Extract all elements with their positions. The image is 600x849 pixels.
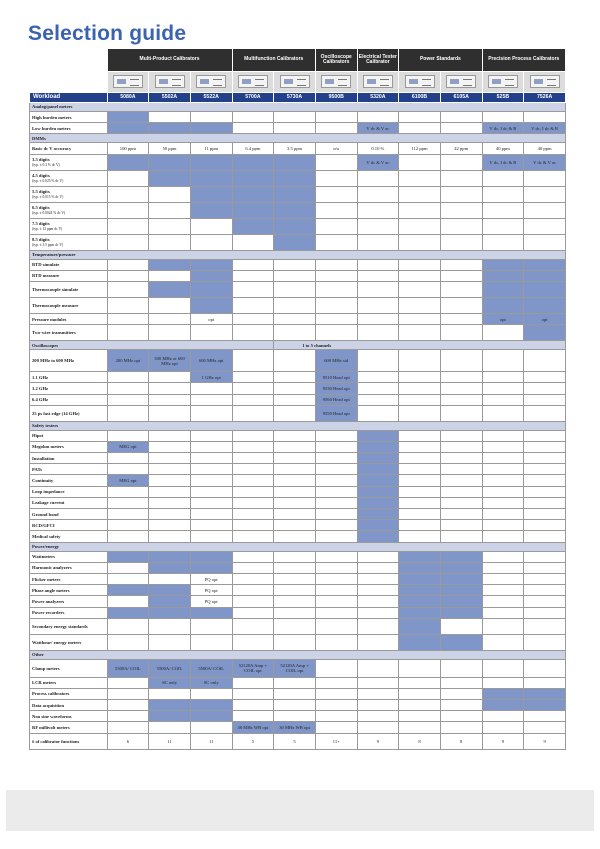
table-row — [30, 509, 566, 520]
table-cell: SC only — [190, 677, 232, 688]
table-cell: 8 — [399, 733, 441, 749]
section-row — [30, 341, 566, 350]
row-label: Basic dc V accuracy — [30, 143, 108, 154]
selection-guide-table — [29, 48, 566, 750]
row-label: RCD/GFCI — [30, 520, 108, 531]
table-cell: PQ opt — [190, 573, 232, 584]
table-cell: 9530 Head opt — [315, 383, 357, 394]
table-row — [30, 733, 566, 749]
table-cell: 9 — [524, 733, 566, 749]
row-label: Low burden meters — [30, 123, 108, 134]
selection-table-container — [29, 48, 566, 750]
table-row — [30, 154, 566, 170]
group-multifunction: Multifunction Calibrators — [232, 49, 315, 72]
table-cell: 5 — [232, 733, 274, 749]
section-safety: Safety testers — [30, 421, 566, 430]
table-row — [30, 618, 566, 634]
table-cell: 9550 Head opt — [315, 405, 357, 421]
table-cell: 5500A/ COIL — [107, 659, 149, 677]
group-electrical-tester: Electrical Tester Calibrator — [357, 49, 399, 72]
table-row — [30, 281, 566, 297]
table-row — [30, 497, 566, 508]
table-cell: 300 MHz or 600 MHz opt — [149, 350, 191, 372]
table-row — [30, 372, 566, 383]
table-row — [30, 677, 566, 688]
group-header-row — [30, 49, 566, 72]
table-cell: V dc, I dc & R — [482, 123, 524, 134]
table-cell: 100 ppm — [107, 143, 149, 154]
table-cell: 5500A/ COIL — [149, 659, 191, 677]
section-temp: Temperature/pressure — [30, 250, 566, 259]
table-row — [30, 475, 566, 486]
table-cell: 0.10 % — [357, 143, 399, 154]
table-row — [30, 464, 566, 475]
section-scopes: Oscilloscopes — [30, 341, 274, 350]
table-cell: 600 MHz opt — [190, 350, 232, 372]
table-cell: 11 — [190, 733, 232, 749]
table-cell: 5 — [274, 733, 316, 749]
table-cell: 11 — [149, 733, 191, 749]
table-row — [30, 405, 566, 421]
group-multi-product: Multi-Product Calibrators — [107, 49, 232, 72]
table-row — [30, 313, 566, 324]
table-row — [30, 297, 566, 313]
model-5080A: 5080A — [107, 93, 149, 103]
table-cell: 11 ppm — [190, 143, 232, 154]
table-row — [30, 573, 566, 584]
row-label: Secondary energy standards — [30, 618, 108, 634]
table-cell: 30 MHz WB opt — [232, 722, 274, 733]
row-label: PATs — [30, 464, 108, 475]
table-cell: 9 — [357, 733, 399, 749]
table-cell: 6 — [107, 733, 149, 749]
table-row — [30, 112, 566, 123]
row-label: Two-wire transmitters — [30, 325, 108, 341]
table-row — [30, 659, 566, 677]
row-label: 5.5 digits (typ. ± 0.015 % dc V) — [30, 186, 108, 202]
model-5522A: 5522A — [190, 93, 232, 103]
row-label: Medical safety — [30, 531, 108, 542]
row-label: LCR meters — [30, 677, 108, 688]
table-cell: 3.5 ppm — [274, 143, 316, 154]
model-6105A: 6105A — [440, 93, 482, 103]
table-row — [30, 585, 566, 596]
table-row — [30, 325, 566, 341]
table-row — [30, 394, 566, 405]
row-label: Pressure modules — [30, 313, 108, 324]
section-power: Power/energy — [30, 542, 566, 551]
section-dmms: DMMs — [30, 134, 566, 143]
table-row — [30, 270, 566, 281]
table-cell: V dc, I dc & R — [524, 123, 566, 134]
calibrator-image — [405, 75, 435, 88]
table-row — [30, 688, 566, 699]
table-cell: 9560 Head opt — [315, 394, 357, 405]
row-label: Loop impedance — [30, 486, 108, 497]
section-analog: Analog/panel meters — [30, 103, 566, 112]
model-5502A: 5502A — [149, 93, 191, 103]
calibrator-image — [113, 75, 143, 88]
table-row — [30, 453, 566, 464]
table-cell: SC only — [149, 677, 191, 688]
calibrator-image — [488, 75, 518, 88]
table-row — [30, 551, 566, 562]
model-7526A: 7526A — [524, 93, 566, 103]
calibrator-image — [238, 75, 268, 88]
row-label: 3.2 GHz — [30, 383, 108, 394]
model-5320A: 5320A — [357, 93, 399, 103]
table-row — [30, 218, 566, 234]
table-cell: n/a — [315, 143, 357, 154]
table-row — [30, 186, 566, 202]
group-oscilloscope: Oscilloscope Calibrators — [315, 49, 357, 72]
table-row — [30, 441, 566, 452]
row-label: Clamp meters — [30, 659, 108, 677]
row-label: Watthour/ energy meters — [30, 634, 108, 650]
table-cell: 6.4 ppm — [232, 143, 274, 154]
row-label: Megohm meters — [30, 441, 108, 452]
table-cell: opt — [524, 313, 566, 324]
row-label: Harmonic analyzers — [30, 562, 108, 573]
row-label: RTD simulate — [30, 259, 108, 270]
table-cell: MEG opt — [107, 441, 149, 452]
row-label: Data acquisition — [30, 700, 108, 711]
table-cell: 5500A/ COIL — [190, 659, 232, 677]
row-label: Phase angle meters — [30, 585, 108, 596]
row-label: Process calibrators — [30, 688, 108, 699]
calibrator-image — [446, 75, 476, 88]
section-row — [30, 650, 566, 659]
section-other: Other — [30, 650, 566, 659]
table-cell: opt — [482, 313, 524, 324]
model-5730A: 5730A — [274, 93, 316, 103]
table-row — [30, 430, 566, 441]
calibrator-image — [196, 75, 226, 88]
calibrator-image — [280, 75, 310, 88]
table-row — [30, 607, 566, 618]
section-row — [30, 421, 566, 430]
table-cell: V dc & V ac — [357, 154, 399, 170]
row-label: Power recorders — [30, 607, 108, 618]
table-cell: PQ opt — [190, 585, 232, 596]
table-cell: 1 GHz opt — [190, 372, 232, 383]
row-label: 4.5 digits (typ. ± 0.025 % dc V) — [30, 170, 108, 186]
row-label: Flicker meters — [30, 573, 108, 584]
table-cell: V dc & V ac — [357, 123, 399, 134]
page-title: Selection guide — [28, 22, 187, 45]
section-row — [30, 134, 566, 143]
calibrator-image — [530, 75, 560, 88]
row-label: 3.5 digits (typ. ± 0.3 % dc V) — [30, 154, 108, 170]
table-row — [30, 202, 566, 218]
row-label: Non sine waveforms — [30, 711, 108, 722]
section-row — [30, 103, 566, 112]
table-cell: 40 ppm — [482, 143, 524, 154]
table-cell: 30 MHz WB opt — [274, 722, 316, 733]
table-cell: 8 — [440, 733, 482, 749]
row-label: RTD measure — [30, 270, 108, 281]
row-label: Thermocouple measure — [30, 297, 108, 313]
model-525B: 525B — [482, 93, 524, 103]
model-6100B: 6100B — [399, 93, 441, 103]
table-row — [30, 234, 566, 250]
workload-label: Workload — [30, 93, 108, 103]
table-row — [30, 634, 566, 650]
row-label: Power analyzers — [30, 596, 108, 607]
row-label: Hipot — [30, 430, 108, 441]
table-row — [30, 562, 566, 573]
model-9500B: 9500B — [315, 93, 357, 103]
table-cell: 200 MHz opt — [107, 350, 149, 372]
table-row — [30, 596, 566, 607]
row-label: RF millivolt meters — [30, 722, 108, 733]
group-power-standards: Power Standards — [399, 49, 482, 72]
table-cell: 112 ppm — [399, 143, 441, 154]
product-image-row — [30, 72, 566, 93]
row-label: 25 ps fast edge (14 GHz) — [30, 405, 108, 421]
table-cell: opt — [190, 313, 232, 324]
section-row — [30, 250, 566, 259]
row-label: 6.4 GHz — [30, 394, 108, 405]
calibrator-image — [321, 75, 351, 88]
table-cell: 9510 Head opt — [315, 372, 357, 383]
row-label: Continuity — [30, 475, 108, 486]
row-label: Leakage current — [30, 497, 108, 508]
table-cell: 52120A Amp + COIL opt — [274, 659, 316, 677]
table-cell: 600 MHz std — [315, 350, 357, 372]
row-label: 7.5 digits (typ. ± 12 ppm dc V) — [30, 218, 108, 234]
table-cell: MEG opt — [107, 475, 149, 486]
table-row — [30, 520, 566, 531]
row-label: 200 MHz to 600 MHz — [30, 350, 108, 372]
table-cell: V dc, I dc & R — [482, 154, 524, 170]
table-row — [30, 383, 566, 394]
row-label: High burden meters — [30, 112, 108, 123]
row-label: 8.5 digits (typ. ± 3.5 ppm dc V) — [30, 234, 108, 250]
calibrator-image — [155, 75, 185, 88]
table-row — [30, 531, 566, 542]
model-5700A: 5700A — [232, 93, 274, 103]
row-label: 6.5 digits (typ. ± 0.0024 % dc V) — [30, 202, 108, 218]
section-scopes-note: 1 to 5 channels — [274, 341, 566, 350]
table-row — [30, 700, 566, 711]
group-precision-process: Precision Process Calibrators — [482, 49, 565, 72]
table-row — [30, 486, 566, 497]
table-cell: 52120A Amp + COIL opt — [232, 659, 274, 677]
table-row — [30, 350, 566, 372]
table-cell: 40 ppm — [524, 143, 566, 154]
table-row — [30, 259, 566, 270]
table-cell: 9 — [482, 733, 524, 749]
row-label: Wattmeters — [30, 551, 108, 562]
table-row — [30, 123, 566, 134]
table-cell: 11+ — [315, 733, 357, 749]
row-label: # of calibrator functions — [30, 733, 108, 749]
model-header-row — [30, 93, 566, 103]
section-row — [30, 542, 566, 551]
table-row — [30, 143, 566, 154]
footer-band — [6, 790, 594, 831]
table-row — [30, 711, 566, 722]
table-cell: V dc & V ac — [524, 154, 566, 170]
table-row — [30, 722, 566, 733]
row-label: Ground bond — [30, 509, 108, 520]
calibrator-image — [363, 75, 393, 88]
table-cell: 50 ppm — [149, 143, 191, 154]
row-label: Installation — [30, 453, 108, 464]
row-label: 1.1 GHz — [30, 372, 108, 383]
table-cell: 42 ppm — [440, 143, 482, 154]
table-row — [30, 170, 566, 186]
table-cell: PQ opt — [190, 596, 232, 607]
row-label: Thermocouple simulate — [30, 281, 108, 297]
